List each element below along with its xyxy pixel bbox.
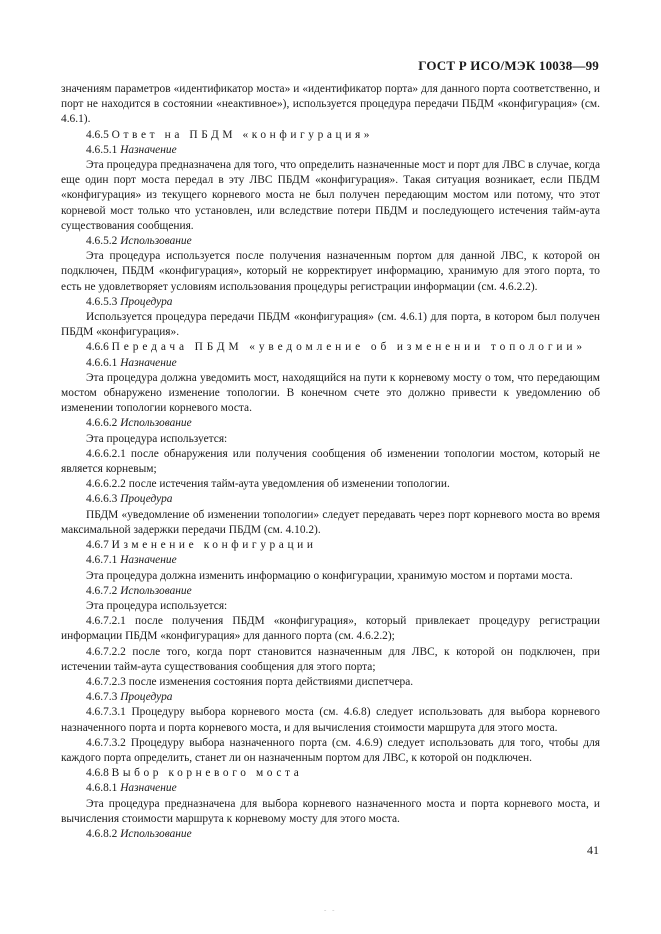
subsection-heading xyxy=(61,690,600,705)
subsection-heading xyxy=(61,143,600,158)
paragraph: Эта процедура должна изменить информацию о конфигурации, хранимую мостом и портами моста. xyxy=(86,569,573,582)
section-number: 4.6.7.3 xyxy=(86,691,118,704)
section-heading-4-6-7 xyxy=(61,538,600,553)
subsection-heading xyxy=(61,827,600,842)
paragraph: 4.6.7.2.3 после изменения состояния порта действиями диспетчера. xyxy=(86,675,414,688)
section-title: Изменение конфигурации xyxy=(111,539,317,552)
section-number: 4.6.5.3 xyxy=(86,295,118,308)
paragraph: 4.6.7.2.1 после получения ПБДМ «конфигурация», который привлекает процедуру регистрации информации ПБДМ «конфигурация» для данного порта (см. 4.6.2.2); xyxy=(61,615,600,643)
page-header: ГОСТ Р ИСО/МЭК 10038—99 xyxy=(418,58,599,73)
section-title: Процедура xyxy=(120,493,173,506)
section-number: 4.6.5.2 xyxy=(86,235,118,248)
section-number: 4.6.8 xyxy=(86,767,109,780)
paragraph: Эта процедура предназначена для того, что определить назначенные мост и порт для ЛВС в случае, когда еще один порт моста передал в эту ЛВС ПБДМ «конфигурация». Такая ситуация возникает, если ПБДМ «конфигурация» из текущего корневого моста не был получен передающим мостом или потому, что этот корневой мост только что установлен, или вследствие потери ПБДМ и последующего истечения тайм-аута существования сообщения. xyxy=(61,159,600,232)
paragraph: ПБДМ «уведомление об изменении топологии» следует передавать через порт корневого моста во время максимальной задержки передачи ПБДМ (см. 4.10.2). xyxy=(61,508,600,536)
section-title: Назначение xyxy=(120,554,177,567)
section-heading-4-6-5 xyxy=(61,128,600,143)
paragraph: Эта процедура должна уведомить мост, находящийся на пути к корневому мосту о том, что передающим мостом обнаружено изменение топологии. В конечном счете это должно привести к уведомлению об изменении топологии корневого моста. xyxy=(61,371,600,415)
paragraph: 4.6.7.3.1 Процедуру выбора корневого моста (см. 4.6.8) следует использовать для выбора корневого назначенного порта и порта корневого моста, и для вычисления стоимости маршрута для этого моста. xyxy=(61,706,600,734)
subsection-heading xyxy=(61,295,600,310)
section-title: Выбор корневого моста xyxy=(111,767,303,780)
section-number: 4.6.5.1 xyxy=(86,143,118,156)
section-title: Процедура xyxy=(120,295,173,308)
section-title: Использование xyxy=(120,235,192,248)
footer-mark: - - xyxy=(324,906,337,914)
section-number: 4.6.6.1 xyxy=(86,356,118,369)
subsection-heading xyxy=(61,356,600,371)
subsection-heading xyxy=(61,553,600,568)
section-number: 4.6.6.2 xyxy=(86,417,118,430)
section-number: 4.6.5 xyxy=(86,128,109,141)
subsection-heading xyxy=(61,234,600,249)
paragraph: Эта процедура используется после получения назначенным портом для данной ЛВС, к которой он подключен, ПБДМ «конфигурация», который не корректирует информацию, хранимую для этого порта, то есть не удовлетворяет условиям использования процедуры регистрации информации (см. 4.6.2.2). xyxy=(61,250,600,293)
section-title: Использование xyxy=(120,584,192,597)
section-heading-4-6-8 xyxy=(61,766,600,781)
section-title: Назначение xyxy=(120,782,177,795)
paragraph: 4.6.7.2.2 после того, когда порт становится назначенным для ЛВС, к которой он подключен, при истечении тайм-аута существования сообщения для этого порта; xyxy=(61,645,600,673)
section-title: Использование xyxy=(120,827,192,840)
section-heading-4-6-6 xyxy=(61,340,600,355)
paragraph: 4.6.6.2.2 после истечения тайм-аута уведомления об изменении топологии. xyxy=(86,478,450,491)
section-title: Процедура xyxy=(120,691,173,704)
paragraph: Эта процедура используется: xyxy=(86,599,228,612)
section-number: 4.6.8.2 xyxy=(86,827,118,840)
subsection-heading xyxy=(61,584,600,599)
section-title: Использование xyxy=(120,417,192,430)
subsection-heading xyxy=(61,416,600,431)
section-number: 4.6.6 xyxy=(86,341,109,354)
section-title: Ответ на ПБДМ «конфигурация» xyxy=(111,128,374,141)
subsection-heading xyxy=(61,492,600,507)
paragraph: 4.6.7.3.2 Процедуру выбора назначенного порта (см. 4.6.9) следует использовать для того, чтобы для каждого порта определить, станет ли он назначенным портом для ЛВС, к которой он подключен. xyxy=(61,736,600,764)
section-number: 4.6.8.1 xyxy=(86,782,118,795)
page-body xyxy=(61,82,600,842)
section-number: 4.6.7 xyxy=(86,539,109,552)
page-number: 41 xyxy=(587,843,599,857)
paragraph: Используется процедура передачи ПБДМ «конфигурация» (см. 4.6.1) для порта, в котором был получен ПБДМ «конфигурация». xyxy=(61,311,600,339)
section-title: Назначение xyxy=(120,143,177,156)
subsection-heading xyxy=(61,781,600,796)
section-number: 4.6.7.2 xyxy=(86,584,118,597)
paragraph: Эта процедура предназначена для выбора корневого назначенного моста и порта корневого моста, и вычисления стоимости маршрута к корневому мосту для этого моста. xyxy=(61,797,600,825)
paragraph: значениям параметров «идентификатор моста» и «идентификатор порта» для данного порта соответственно, и порт не находится в состоянии «неактивное»), используется процедура передачи ПБДМ «конфигурация» (см. 4.6.1). xyxy=(61,83,600,126)
paragraph: Эта процедура используется: xyxy=(86,432,228,445)
section-number: 4.6.6.3 xyxy=(86,493,118,506)
section-title: Передача ПБДМ «уведомление об изменении топологии» xyxy=(111,341,586,354)
paragraph: 4.6.6.2.1 после обнаружения или получения сообщения об изменении топологии мостом, который не является корневым; xyxy=(61,447,600,476)
section-title: Назначение xyxy=(120,356,177,369)
section-number: 4.6.7.1 xyxy=(86,554,118,567)
